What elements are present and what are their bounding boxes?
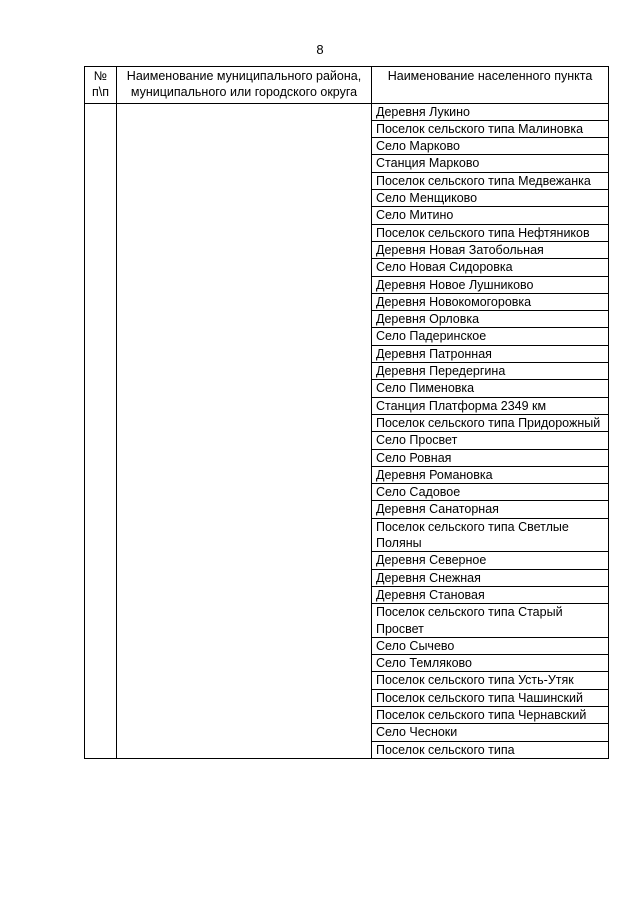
settlement-name-cell: Деревня Патронная — [372, 345, 609, 362]
settlement-name-cell: Деревня Орловка — [372, 311, 609, 328]
settlement-name-cell: Село Менщиково — [372, 190, 609, 207]
settlement-name-cell: Село Митино — [372, 207, 609, 224]
settlement-name-cell: Село Чесноки — [372, 724, 609, 741]
header-settlement: Наименование населенного пункта — [372, 67, 609, 104]
number-cell — [85, 103, 117, 758]
settlement-name-cell: Село Сычево — [372, 637, 609, 654]
settlements-table — [84, 66, 609, 759]
settlement-name-cell: Станция Платформа 2349 км — [372, 397, 609, 414]
settlement-name-cell: Деревня Становая — [372, 586, 609, 603]
settlement-name-cell: Деревня Санаторная — [372, 501, 609, 518]
settlement-name-cell: Деревня Лукино — [372, 103, 609, 120]
settlement-name-cell: Деревня Северное — [372, 552, 609, 569]
settlement-name-cell: Село Марково — [372, 138, 609, 155]
settlement-name-cell: Деревня Новая Затобольная — [372, 241, 609, 258]
settlement-name-cell: Поселок сельского типа Чернавский — [372, 706, 609, 723]
table-row — [85, 103, 609, 120]
settlement-name-cell: Село Темляково — [372, 655, 609, 672]
settlement-name-cell: Деревня Снежная — [372, 569, 609, 586]
settlement-name-cell: Село Просвет — [372, 432, 609, 449]
settlement-name-cell: Село Ровная — [372, 449, 609, 466]
settlement-name-cell: Поселок сельского типа Старый Просвет — [372, 604, 609, 638]
settlement-name-cell: Поселок сельского типа Медвежанка — [372, 172, 609, 189]
settlement-name-cell: Село Садовое — [372, 484, 609, 501]
settlement-name-cell: Поселок сельского типа Чашинский — [372, 689, 609, 706]
settlement-name-cell: Поселок сельского типа Малиновка — [372, 120, 609, 137]
header-number: № п\п — [85, 67, 117, 104]
table-header-row — [85, 67, 609, 104]
settlement-name-cell: Поселок сельского типа Нефтяников — [372, 224, 609, 241]
settlement-name-cell: Деревня Новое Лушниково — [372, 276, 609, 293]
page-number: 8 — [316, 42, 324, 57]
settlement-name-cell: Поселок сельского типа Усть-Утяк — [372, 672, 609, 689]
settlement-name-cell: Село Падеринское — [372, 328, 609, 345]
district-cell — [117, 103, 372, 758]
settlement-name-cell: Поселок сельского типа Светлые Поляны — [372, 518, 609, 552]
settlement-name-cell: Станция Марково — [372, 155, 609, 172]
settlement-name-cell: Село Пименовка — [372, 380, 609, 397]
settlement-name-cell: Село Новая Сидоровка — [372, 259, 609, 276]
settlement-name-cell: Деревня Новокомогоровка — [372, 293, 609, 310]
settlement-name-cell: Поселок сельского типа Придорожный — [372, 414, 609, 431]
header-district: Наименование муниципального района, муниципального или городского округа — [117, 67, 372, 104]
settlement-name-cell: Деревня Романовка — [372, 466, 609, 483]
settlement-name-cell: Поселок сельского типа — [372, 741, 609, 758]
table-body — [85, 103, 609, 758]
settlement-name-cell: Деревня Передергина — [372, 363, 609, 380]
